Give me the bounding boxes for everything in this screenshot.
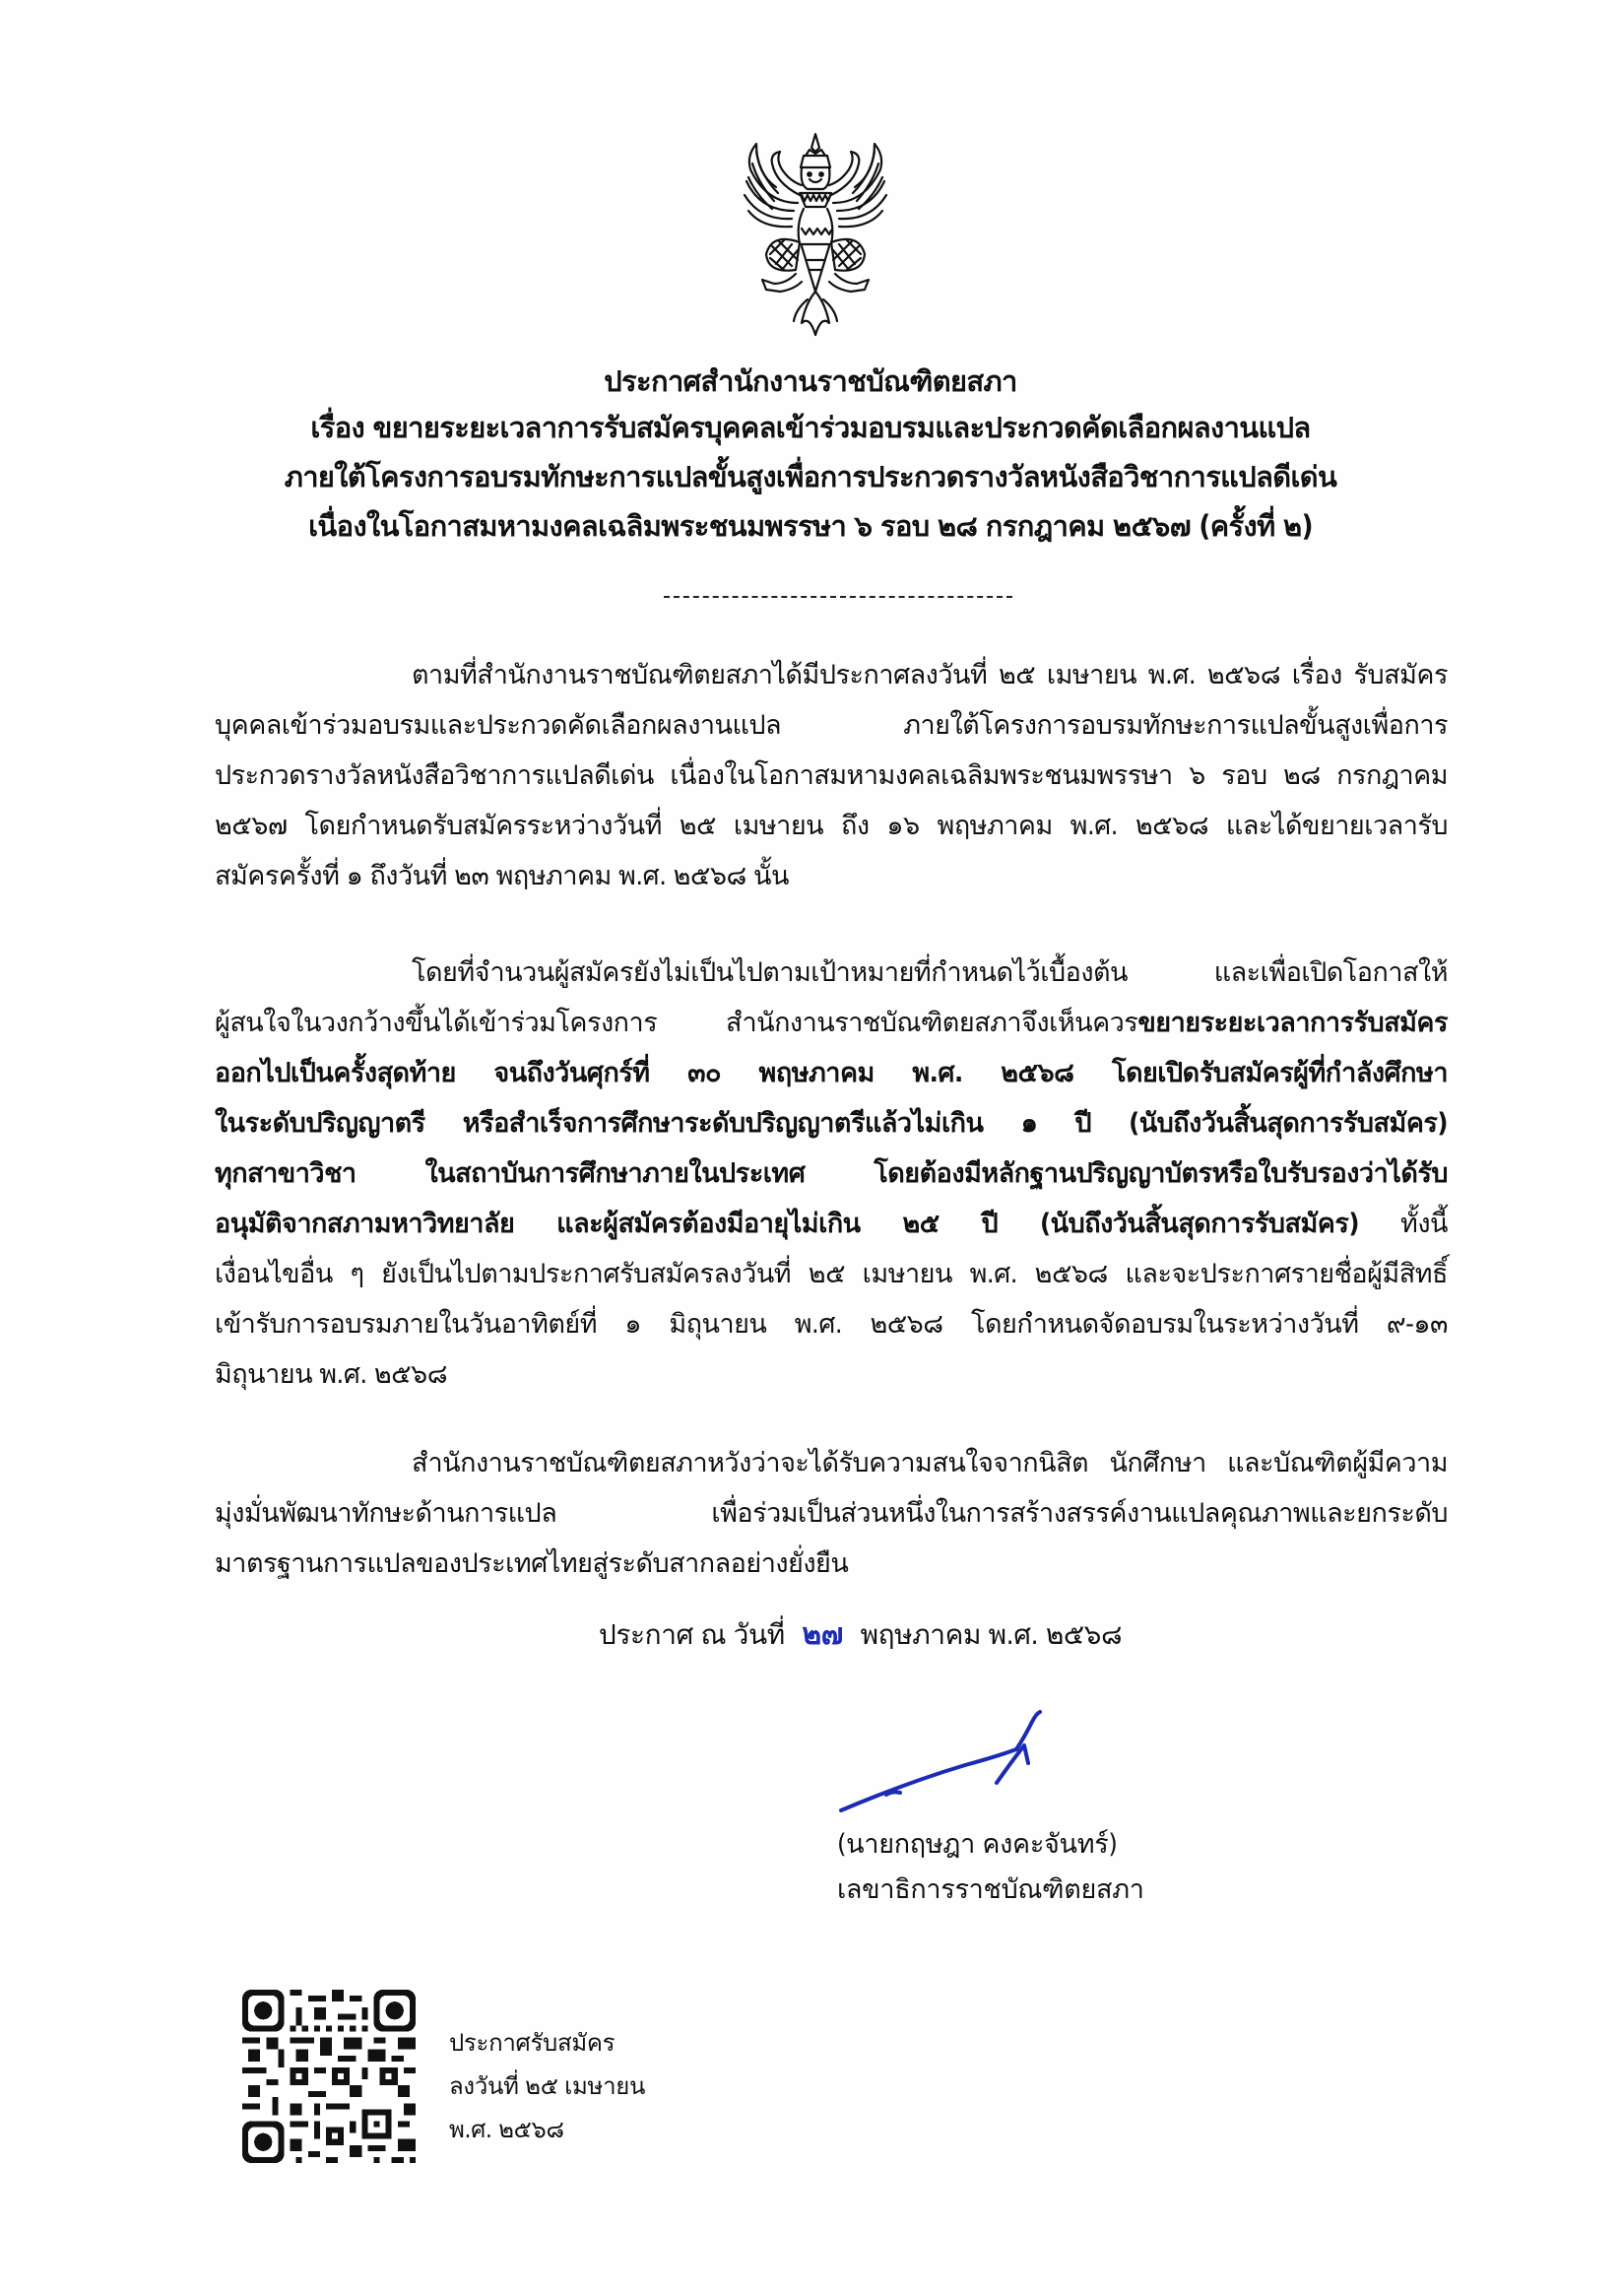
qr-caption-line: ลงวันที่ ๒๕ เมษายน: [449, 2072, 646, 2100]
paragraph-line: มิถุนายน พ.ศ. ๒๕๖๘: [215, 1359, 448, 1390]
qr-caption-line: พ.ศ. ๒๕๖๘: [449, 2116, 564, 2143]
qr-caption-line: ประกาศรับสมัคร: [449, 2029, 616, 2057]
paragraph-text: ทั้งนี้: [1400, 1209, 1448, 1239]
title-divider: [664, 596, 1012, 598]
date-suffix: พฤษภาคม พ.ศ. ๒๕๖๘: [860, 1618, 1123, 1651]
paragraph-line: [215, 998, 1448, 1048]
paragraph-text: ผู้สนใจในวงกว้างขึ้นได้เข้าร่วมโครงการ สำนักงานราชบัณฑิตยสภาจึงเห็นควร: [215, 1008, 1138, 1038]
paragraph-line: สำนักงานราชบัณฑิตยสภาหวังว่าจะได้รับความสนใจจากนิสิต นักศึกษา และบัณฑิตผู้มีความ: [412, 1448, 1448, 1478]
paragraph-line-emphasized: ออกไปเป็นครั้งสุดท้าย จนถึงวันศุกร์ที่ ๓๐ พฤษภาคม พ.ศ. ๒๕๖๘ โดยเปิดรับสมัครผู้ที่กำลังศึกษา: [215, 1058, 1448, 1088]
emphasized-text: อนุมัติจากสภามหาวิทยาลัย และผู้สมัครต้องมีอายุไม่เกิน ๒๕ ปี (นับถึงวันสิ้นสุดการรับสมัคร): [215, 1209, 1359, 1239]
paragraph-line: ประกวดรางวัลหนังสือวิชาการแปลดีเด่น เนื่องในโอกาสมหามงคลเฉลิมพระชนมพรรษา ๖ รอบ ๒๘ กรกฎาคม: [215, 760, 1448, 791]
paragraph-extension: [215, 948, 1448, 1400]
subject-line-3: เนื่องในโอกาสมหามงคลเฉลิมพระชนมพรรษา ๖ รอบ ๒๘ กรกฎาคม ๒๕๖๗ (ครั้งที่ ๒): [308, 509, 1313, 543]
signature-scribble-icon: [827, 1694, 1064, 1822]
paragraph-line: [215, 1199, 1448, 1249]
paragraph-closing: [215, 1438, 1448, 1589]
paragraph-line: เงื่อนไขอื่น ๆ ยังเป็นไปตามประกาศรับสมัครลงวันที่ ๒๕ เมษายน พ.ศ. ๒๕๖๘ และจะประกาศรายชื่อผู้มีสิทธิ์: [215, 1259, 1448, 1289]
handwritten-day: ๒๗: [802, 1617, 843, 1652]
paragraph-line: สมัครครั้งที่ ๑ ถึงวันที่ ๒๓ พฤษภาคม พ.ศ. ๒๕๖๘ นั้น: [215, 861, 789, 891]
paragraph-line-emphasized: ในระดับปริญญาตรี หรือสำเร็จการศึกษาระดับปริญญาตรีแล้วไม่เกิน ๑ ปี (นับถึงวันสิ้นสุดการรับสมัคร): [215, 1108, 1448, 1139]
signer-name: (นายกฤษฎา คงคะจันทร์): [837, 1829, 1118, 1860]
paragraph-line: ๒๕๖๗ โดยกำหนดรับสมัครระหว่างวันที่ ๒๕ เมษายน ถึง ๑๖ พฤษภาคม พ.ศ. ๒๕๖๘ และได้ขยายเวลารับ: [215, 811, 1448, 841]
date-prefix: ประกาศ ณ วันที่: [599, 1618, 785, 1651]
subject-line-1: เรื่อง ขยายระยะเวลาการรับสมัครบุคคลเข้าร่วมอบรมและประกวดคัดเลือกผลงานแปล: [310, 411, 1311, 444]
paragraph-line: บุคคลเข้าร่วมอบรมและประกวดคัดเลือกผลงานแปล ภายใต้โครงการอบรมทักษะการแปลขั้นสูงเพื่อการ: [215, 710, 1448, 741]
paragraph-line: เข้ารับการอบรมภายในวันอาทิตย์ที่ ๑ มิถุนายน พ.ศ. ๒๕๖๘ โดยกำหนดจัดอบรมในระหว่างวันที่ ๙-๑๓: [215, 1309, 1448, 1340]
paragraph-line: โดยที่จำนวนผู้สมัครยังไม่เป็นไปตามเป้าหมายที่กำหนดไว้เบื้องต้น และเพื่อเปิดโอกาสให้: [412, 957, 1448, 988]
paragraph-line: ตามที่สำนักงานราชบัณฑิตยสภาได้มีประกาศลงวันที่ ๒๕ เมษายน พ.ศ. ๒๕๖๘ เรื่อง รับสมัคร: [412, 660, 1448, 690]
qr-code-icon[interactable]: [242, 1990, 416, 2163]
subject-line-2: ภายใต้โครงการอบรมทักษะการแปลขั้นสูงเพื่อการประกวดรางวัลหนังสือวิชาการแปลดีเด่น: [284, 460, 1337, 493]
announcement-date: [599, 1610, 1122, 1660]
paragraph-line: มุ่งมั่นพัฒนาทักษะด้านการแปล เพื่อร่วมเป็นส่วนหนึ่งในการสร้างสรรค์งานแปลคุณภาพและยกระดับ: [215, 1498, 1448, 1529]
signer-position: เลขาธิการราชบัณฑิตยสภา: [837, 1874, 1144, 1905]
garuda-emblem-icon: [737, 126, 894, 343]
issuer-heading: ประกาศสำนักงานราชบัณฑิตยสภา: [604, 364, 1017, 398]
emphasized-text: ขยายระยะเวลาการรับสมัคร: [1137, 1008, 1448, 1038]
paragraph-background: [215, 650, 1448, 901]
paragraph-line-emphasized: ทุกสาขาวิชา ในสถาบันการศึกษาภายในประเทศ โดยต้องมีหลักฐานปริญญาบัตรหรือใบรับรองว่าได้รับ: [215, 1158, 1448, 1189]
announcement-title: [148, 360, 1473, 551]
qr-caption: [449, 2021, 645, 2151]
paragraph-line: มาตรฐานการแปลของประเทศไทยสู่ระดับสากลอย่างยั่งยืน: [215, 1548, 849, 1579]
